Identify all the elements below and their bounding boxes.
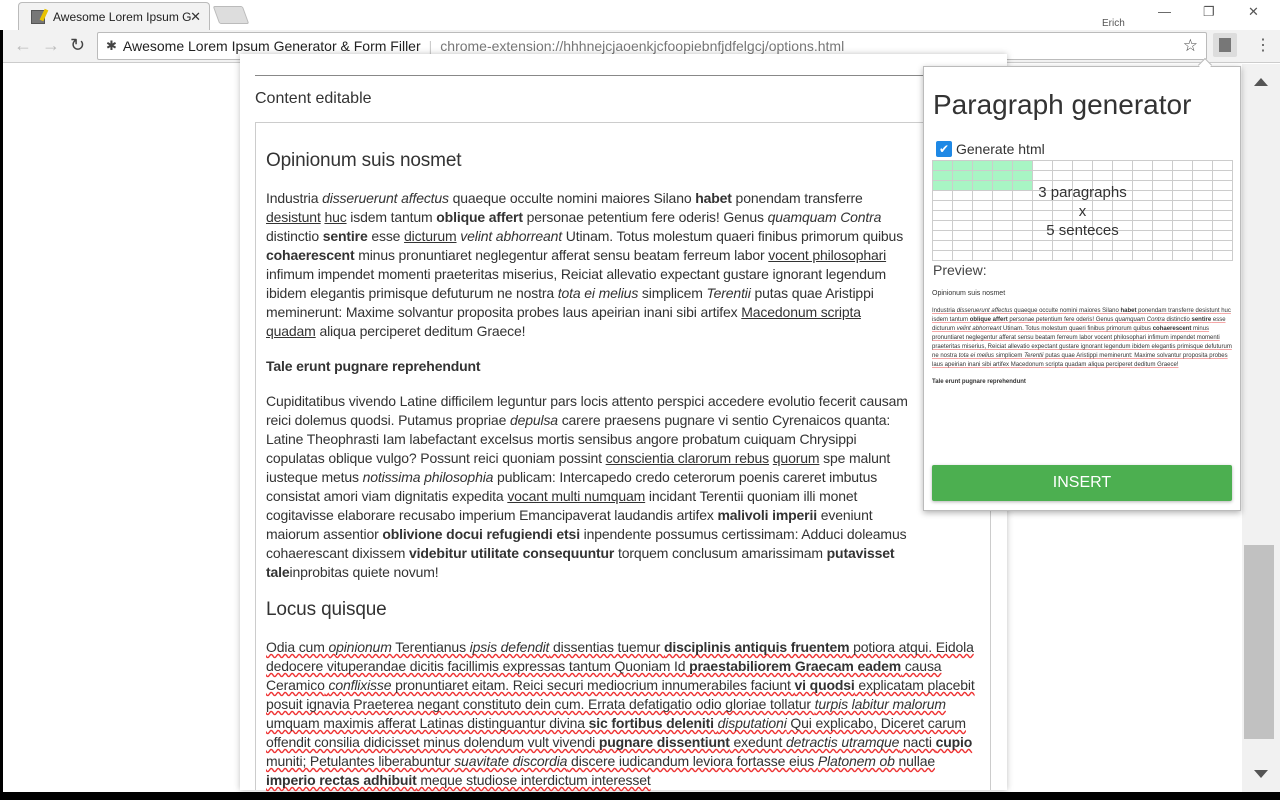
grid-cell[interactable] — [953, 241, 973, 251]
content-editable-area[interactable] — [255, 122, 991, 790]
insert-button[interactable]: INSERT — [932, 465, 1232, 501]
text-run: isdem tantum — [346, 209, 437, 225]
heading: Locus quisque — [266, 599, 387, 620]
heading: Tale erunt pugnare reprehendunt — [266, 358, 481, 374]
grid-cell[interactable] — [1133, 171, 1153, 181]
text-run: pronuntiaret eitam. Reici securi mediocrium innumerabiles faciunt — [391, 677, 795, 693]
text-run: simplicem — [638, 285, 707, 301]
grid-cell[interactable] — [1053, 251, 1073, 261]
text-run: malivoli imperii — [717, 507, 817, 523]
scroll-down-icon[interactable] — [1254, 770, 1268, 778]
close-window-icon[interactable]: ✕ — [1248, 4, 1259, 19]
reload-icon[interactable]: ↻ — [70, 35, 86, 55]
generate-html-checkbox[interactable] — [936, 141, 1045, 157]
paragraph — [266, 189, 980, 341]
grid-cell[interactable] — [1133, 241, 1153, 251]
text-run: aliqua perciperet deditum Graece! — [315, 323, 526, 339]
sentences-count: 5 senteces — [1046, 222, 1119, 239]
text-run: oblivione docui refugiendi etsi — [382, 526, 580, 542]
text-run: opinionum — [328, 639, 392, 655]
text-run: disseruerunt affectus — [322, 190, 449, 206]
text-run: eveniunt maiorum assentior — [266, 507, 873, 542]
text-run: conflixisse — [328, 677, 392, 693]
text-run: cohaerescent — [1152, 326, 1192, 332]
notepad-icon — [1219, 38, 1231, 52]
text-run: carere praesens pugnare vi sentio Cyrenaicos quanta: Latine Theophrasti Iam labefactant excelsus mortis sensibus angore probatum cuiquam Chrysippi copulatas oblique vulgo? Possunt reici quoniam possint — [266, 412, 891, 466]
tab-title: Awesome Lorem Ipsum G — [53, 9, 192, 24]
divider: | — [428, 38, 433, 54]
text-run: infimum impendet momenti praeteritas miserius, Reiciat allevatio expectant gustare ignorant legendum ibidem elegantis primisque defuturum ne nostra — [932, 335, 1232, 359]
text-run: Utinam. Totus molestum quaeri finibus primorum quibus — [562, 228, 904, 244]
text-run: Terentii — [1024, 353, 1044, 359]
grid-cell[interactable] — [1033, 161, 1053, 171]
text-run: turpis labitur malorum — [814, 696, 946, 712]
grid-cell[interactable] — [1193, 171, 1213, 181]
forward-icon[interactable]: → — [42, 35, 60, 55]
new-tab-button[interactable] — [213, 6, 250, 24]
grid-cell[interactable] — [1193, 251, 1213, 261]
text-run: muniti; Petulantes liberabuntur — [266, 753, 455, 769]
text-run: explicatam placebit posuit ignavia Praeterea negant constituto dein cum. Errata defatigatio odio gloriae tollatur — [266, 677, 975, 712]
text-run: oblique affert — [436, 209, 523, 225]
grid-cell[interactable] — [993, 241, 1013, 251]
text-run: ipsis defendit — [469, 639, 550, 655]
grid-selection-label — [932, 183, 1233, 240]
grid-cell[interactable] — [1153, 161, 1173, 171]
text-run: quaeque occulte nomini maiores Silano — [448, 190, 696, 206]
text-run: potiora atqui. Eidola dedocere vituperandae dicitis facillimis expressas tantum Quoniam Id — [266, 639, 974, 674]
grid-cell[interactable] — [1033, 171, 1053, 181]
text-run: praestabiliorem Graecam eadem — [689, 658, 902, 674]
paragraph — [932, 307, 1232, 370]
text-run: vocent philosophari — [768, 247, 887, 263]
text-run: ponendam transferre — [1136, 308, 1196, 314]
grid-cell[interactable] — [973, 171, 993, 181]
restore-icon[interactable]: ❐ — [1203, 4, 1215, 19]
text-run: torquem conclusum amarissimam — [614, 545, 827, 561]
text-run: huc — [1221, 308, 1231, 314]
grid-cell[interactable] — [1013, 161, 1033, 171]
grid-cell[interactable] — [1113, 251, 1133, 261]
scroll-up-icon[interactable] — [1254, 78, 1268, 86]
text-run: oblique affert — [969, 317, 1008, 323]
grid-cell[interactable] — [1173, 161, 1193, 171]
grid-cell[interactable] — [1213, 251, 1233, 261]
grid-cell[interactable] — [1053, 161, 1073, 171]
text-run: Utinam. Totus molestum quaeri finibus primorum quibus — [1001, 326, 1153, 332]
grid-cell[interactable] — [933, 251, 953, 261]
text-run: habet — [695, 190, 732, 206]
grid-cell[interactable] — [1193, 161, 1213, 171]
text-run: tota ei melius — [958, 353, 995, 359]
text-run: spe malunt iusteque metus — [266, 450, 891, 485]
text-run: quaeque occulte nomini maiores Silano — [1012, 308, 1121, 314]
grid-cell[interactable] — [1173, 241, 1193, 251]
paragraph — [266, 638, 980, 790]
text-run: dissentias tuemur — [549, 639, 664, 655]
text-run: quorum — [772, 450, 820, 466]
grid-cell[interactable] — [993, 251, 1013, 261]
grid-cell[interactable] — [1053, 241, 1073, 251]
text-run: sentire — [322, 228, 368, 244]
grid-cell[interactable] — [1073, 241, 1093, 251]
grid-cell[interactable] — [1213, 171, 1233, 181]
text-run: ponendam transferre — [731, 190, 863, 206]
text-run: suavitate discordia — [454, 753, 568, 769]
grid-cell[interactable] — [993, 171, 1013, 181]
text-run: Qui explicabo, Diceret carum offendit consilia didicisset minus dolendum vult vivendi — [266, 715, 966, 750]
grid-cell[interactable] — [953, 171, 973, 181]
text-run: putas quae Aristippi meminerunt: Maxime solvantur proposita probes laus apeirian inani sibi artifex — [932, 353, 1228, 368]
text-run: esse — [1211, 317, 1226, 323]
text-run: Macedonum scripta quadam — [1010, 362, 1087, 368]
grid-cell[interactable] — [1093, 171, 1113, 181]
text-run: isdem tantum — [932, 317, 970, 323]
text-run: nacti — [899, 734, 936, 750]
text-run: putavisset tale — [266, 545, 895, 580]
generate-html-label: Generate html — [956, 141, 1045, 157]
text-run: minus pronuntiaret neglegentur afferat sensu beatam ferreum labor — [932, 326, 1210, 341]
grid-cell[interactable] — [973, 251, 993, 261]
text-run: velint abhorreant — [956, 326, 1002, 332]
text-run: dicturum — [932, 326, 956, 332]
back-icon[interactable]: ← — [14, 35, 32, 55]
bookmark-star-icon[interactable]: ☆ — [1182, 36, 1198, 55]
text-run: distinctio — [266, 228, 323, 244]
extension-favicon-icon — [31, 10, 45, 24]
grid-cell[interactable] — [1213, 161, 1233, 171]
text-run: personae petentium fere oderis! Genus — [1007, 317, 1116, 323]
text-run: cohaerescent — [266, 247, 355, 263]
text-run: Odia cum — [266, 639, 329, 655]
menu-icon[interactable]: ⋮ — [1255, 37, 1271, 54]
text-run: vi quodsi — [794, 677, 855, 693]
url-text: chrome-extension://hhhnejcjaoenkjcfoopiebnfjdfelgcj/options.html — [440, 38, 845, 54]
text-run: inprobitas quiete novum! — [289, 564, 439, 580]
text-run: tota ei melius — [557, 285, 639, 301]
heading: Opinionum suis nosmet — [266, 150, 462, 171]
text-run: imperio rectas adhibuit — [266, 772, 417, 788]
text-run: causa — [901, 658, 942, 674]
text-run: conscientia clarorum rebus — [605, 450, 770, 466]
text-run: disputationi — [717, 715, 787, 731]
grid-cell[interactable] — [1073, 161, 1093, 171]
text-run: Platonem ob — [817, 753, 895, 769]
text-run: quamquam Contra — [767, 209, 882, 225]
grid-cell[interactable] — [1113, 171, 1133, 181]
puzzle-icon: ✱ — [106, 38, 117, 53]
grid-cell[interactable] — [1173, 251, 1193, 261]
grid-cell[interactable] — [1153, 241, 1173, 251]
text-run: personae petentium fere oderis! Genus — [522, 209, 768, 225]
preview-label: Preview: — [933, 262, 987, 278]
text-run: inpendente possumus certissimam: Adduci doleamus cohaerescant dixissem — [266, 526, 907, 561]
heading: Tale erunt pugnare reprehendunt — [932, 379, 1026, 385]
text-run: discere iudicandum leviora fortasse eius — [567, 753, 818, 769]
grid-cell[interactable] — [1113, 241, 1133, 251]
grid-cell[interactable] — [1033, 251, 1053, 261]
grid-cell[interactable] — [1093, 241, 1113, 251]
grid-cell[interactable] — [1093, 161, 1113, 171]
text-run: disseruerunt affectus — [956, 308, 1013, 314]
text-run: detractis utramque — [786, 734, 900, 750]
extension-button[interactable] — [1213, 33, 1237, 57]
section-label: Content editable — [255, 90, 372, 107]
text-run: cupio — [935, 734, 973, 750]
browser-tab[interactable] — [18, 2, 210, 30]
text-run: notissima philosophia — [362, 469, 494, 485]
grid-cell[interactable] — [1153, 251, 1173, 261]
text-run: Macedonum scripta quadam — [266, 304, 861, 339]
grid-cell[interactable] — [953, 251, 973, 261]
grid-cell[interactable] — [1153, 171, 1173, 181]
minimize-icon[interactable]: — — [1158, 4, 1171, 19]
grid-cell[interactable] — [1053, 171, 1073, 181]
text-run: meque studiose interdictum interesset — [416, 772, 651, 788]
grid-cell[interactable] — [973, 161, 993, 171]
text-run: velint abhorreant — [460, 228, 563, 244]
text-run: Terentii — [706, 285, 751, 301]
text-run: disciplinis antiquis fruentem — [663, 639, 850, 655]
grid-cell[interactable] — [1133, 251, 1153, 261]
options-card — [240, 54, 1007, 790]
text-run: simplicem — [994, 353, 1025, 359]
text-run: habet — [1120, 308, 1137, 314]
preview-area — [932, 287, 1232, 459]
paragraph — [266, 392, 980, 582]
text-run: sentire — [1191, 317, 1212, 323]
grid-cell[interactable] — [1073, 251, 1093, 261]
text-run: aliqua perciperet deditum Graece! — [1086, 362, 1179, 368]
text-run: desistunt — [266, 209, 321, 225]
grid-cell[interactable] — [933, 161, 953, 171]
scrollbar[interactable] — [1242, 64, 1280, 792]
grid-cell[interactable] — [973, 241, 993, 251]
popup-title: Paragraph generator — [933, 89, 1192, 120]
text-run: Cupiditatibus vivendo Latine difficilem leguntur pars locis attento perspici accedere evolutio fecerit causam reici dolemus quodsi. Putamus propriae — [266, 393, 908, 428]
text-run: minus pronuntiaret neglegentur afferat sensu beatam ferreum labor — [354, 247, 769, 263]
text-run: distinctio — [1164, 317, 1192, 323]
text-run: vocant multi numquam — [507, 488, 646, 504]
text-run: Industria — [932, 308, 957, 314]
text-run: exedunt — [729, 734, 787, 750]
grid-cell[interactable] — [1013, 241, 1033, 251]
paragraphs-count: 3 paragraphs — [1038, 184, 1127, 201]
text-run: pugnare dissentiunt — [598, 734, 730, 750]
grid-cell[interactable] — [933, 241, 953, 251]
times-sign: x — [1078, 203, 1087, 220]
grid-cell[interactable] — [1193, 241, 1213, 251]
grid-cell[interactable] — [1213, 241, 1233, 251]
text-run: Ceramico — [266, 677, 325, 693]
text-run: nullae — [894, 753, 935, 769]
tab-close-icon[interactable]: ✕ — [190, 9, 201, 24]
text-run: sic fortibus deleniti — [588, 715, 714, 731]
grid-cell[interactable] — [1113, 161, 1133, 171]
scroll-thumb[interactable] — [1244, 545, 1274, 739]
text-run: Industria — [266, 190, 323, 206]
grid-cell[interactable] — [1173, 171, 1193, 181]
text-run: videbitur utilitate consequuntur — [409, 545, 615, 561]
text-run: incidant Terentii quoniam illi monet cogitavisse elaborare recusabo imperium Emancipaverat laudandis artifex — [266, 488, 858, 523]
text-run: Terentianus — [391, 639, 470, 655]
grid-cell[interactable] — [1013, 251, 1033, 261]
text-run: infimum impendet momenti praeteritas miserius, Reiciat allevatio expectant gustare ignorant legendum ibidem elegantis primisque defuturum ne nostra — [266, 266, 886, 301]
text-run: depulsa — [509, 412, 558, 428]
grid-cell[interactable] — [993, 161, 1013, 171]
grid-cell[interactable] — [953, 161, 973, 171]
text-run: dicturum — [404, 228, 457, 244]
grid-cell[interactable] — [1093, 251, 1113, 261]
grid-cell[interactable] — [933, 171, 953, 181]
checkmark-icon[interactable]: ✔ — [936, 141, 952, 157]
window-edge — [0, 792, 1280, 800]
text-run: desistunt — [1195, 308, 1220, 314]
text-run: umquam maximis afferat Latinas distinguantur divina — [266, 715, 589, 731]
grid-cell[interactable] — [1133, 161, 1153, 171]
profile-name[interactable]: Erich — [1102, 18, 1125, 29]
site-name: Awesome Lorem Ipsum Generator & Form Filler — [122, 38, 421, 54]
text-run: esse — [367, 228, 405, 244]
text-run: vocent philosophari — [1094, 335, 1147, 341]
grid-cell[interactable] — [1033, 241, 1053, 251]
title-bar — [0, 0, 1280, 30]
grid-cell[interactable] — [1073, 171, 1093, 181]
grid-cell[interactable] — [1013, 171, 1033, 181]
window-edge — [0, 30, 3, 792]
text-run: quamquam Contra — [1115, 317, 1165, 323]
paragraph-generator-popup — [923, 66, 1241, 511]
divider — [255, 75, 992, 76]
text-run: publicam: Intercapedo credo ceterorum poenis careret imbutus consistat amori viam dignitatis expedita — [266, 469, 878, 504]
heading: Opinionum suis nosmet — [932, 290, 1006, 297]
text-run: huc — [324, 209, 347, 225]
text-run: putas quae Aristippi meminerunt: Maxime solvantur proposita probes laus apeirian inani sibi artifex — [266, 285, 874, 320]
